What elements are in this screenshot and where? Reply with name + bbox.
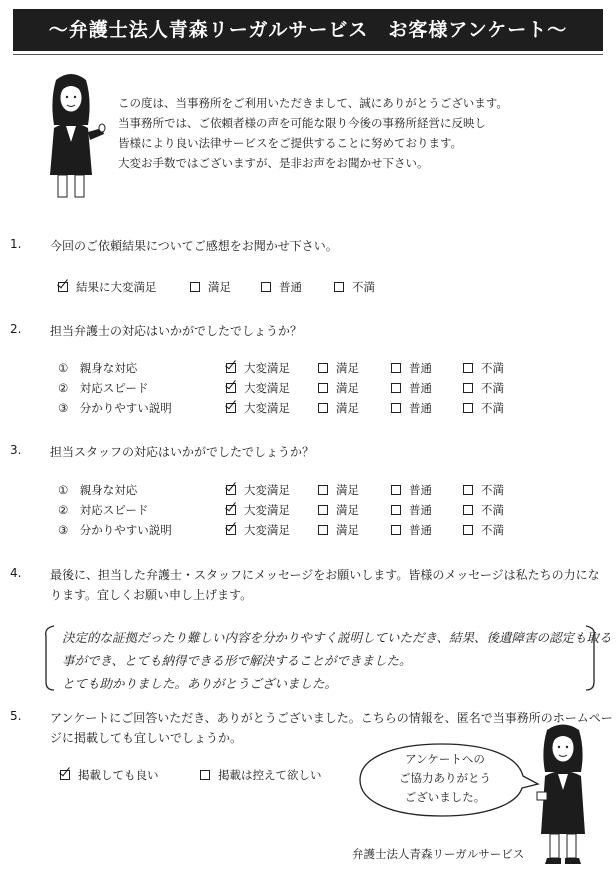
checkbox[interactable] [391, 403, 401, 413]
checkbox[interactable] [391, 485, 401, 495]
q3-row2-satisfied[interactable]: 満足 [318, 502, 359, 518]
q4-number: 4. [10, 566, 22, 580]
checkbox[interactable] [261, 282, 271, 292]
q5-option-decline[interactable]: 掲載は控えて欲しい [200, 767, 322, 783]
bubble-line: ご協力ありがとう [399, 771, 491, 785]
q3-row-label: ② 対応スピード [58, 503, 149, 517]
q2-row-label: ① 親身な対応 [58, 361, 138, 375]
q3-row3-normal[interactable]: 普通 [391, 522, 432, 538]
checkbox[interactable] [391, 525, 401, 535]
bubble-text [370, 750, 520, 807]
checkbox[interactable] [318, 485, 328, 495]
q4-question-line1: 最後に、担当した弁護士・スタッフにメッセージをお願いします。皆様のメッセージは私たちの力にな [50, 568, 600, 582]
bubble-line: ございました。 [404, 790, 486, 804]
checkbox-checked[interactable] [226, 383, 236, 393]
q3-row3-very-satisfied[interactable]: 大変満足 [226, 522, 290, 538]
checkbox[interactable] [463, 363, 473, 373]
q2-row2-very-satisfied[interactable]: 大変満足 [226, 380, 290, 396]
checkbox[interactable] [318, 505, 328, 515]
q2-row2-satisfied[interactable]: 満足 [318, 380, 359, 396]
title-divider [13, 54, 603, 55]
q3-row2-dissatisfied[interactable]: 不満 [463, 502, 504, 518]
checkbox[interactable] [200, 770, 210, 780]
handwritten-message-line3: とても助かりました。ありがとうございました。 [62, 676, 338, 691]
q3-row3-dissatisfied[interactable]: 不満 [463, 522, 504, 538]
q3-row1-dissatisfied[interactable]: 不満 [463, 482, 504, 498]
q2-row3-very-satisfied[interactable]: 大変満足 [226, 400, 290, 416]
q3-row3-satisfied[interactable]: 満足 [318, 522, 359, 538]
checkbox[interactable] [463, 525, 473, 535]
q3-row-label: ① 親身な対応 [58, 483, 138, 497]
q1-option-normal[interactable]: 普通 [261, 279, 302, 295]
q3-row-label: ③ 分かりやすい説明 [58, 523, 172, 537]
checkbox[interactable] [190, 282, 200, 292]
q2-row3-satisfied[interactable]: 満足 [318, 400, 359, 416]
checkbox[interactable] [463, 505, 473, 515]
checkbox[interactable] [318, 363, 328, 373]
q5-question-line2: ジに掲載しても宜しいでしょうか。 [50, 731, 243, 745]
q2-row1-satisfied[interactable]: 満足 [318, 360, 359, 376]
survey-title: ～弁護士法人青森リーガルサービス お客様アンケート～ [13, 9, 603, 51]
checkbox-checked[interactable] [226, 363, 236, 373]
q1-question: 今回のご依頼結果についてご感想をお聞かせ下さい。 [50, 239, 338, 253]
q1-option-very-satisfied[interactable]: 結果に大変満足 [58, 279, 157, 295]
checkbox[interactable] [334, 282, 344, 292]
intro-text [118, 93, 508, 173]
intro-line: 当事務所では、ご依頼者様の声を可能な限り今後の事務所経営に反映し [118, 116, 486, 130]
checkbox[interactable] [318, 525, 328, 535]
checkbox-checked[interactable] [58, 282, 68, 292]
checkbox-checked[interactable] [226, 403, 236, 413]
checkbox-checked[interactable] [226, 485, 236, 495]
handwritten-message-line1: 決定的な証拠だったり難しい内容を分かりやすく説明していただき、結果、後遺障害の認定も取る [62, 630, 612, 645]
q2-row3-normal[interactable]: 普通 [391, 400, 432, 416]
q3-question: 担当スタッフの対応はいかがでしたでしょうか？ [50, 445, 315, 459]
q2-row1-very-satisfied[interactable]: 大変満足 [226, 360, 290, 376]
q5-number: 5. [10, 709, 22, 723]
checkbox-checked[interactable] [60, 770, 70, 780]
bubble-line: アンケートへの [405, 752, 485, 766]
q3-row2-normal[interactable]: 普通 [391, 502, 432, 518]
q5-option-allow[interactable]: 掲載しても良い [60, 767, 159, 783]
checkbox[interactable] [391, 383, 401, 393]
q1-option-satisfied[interactable]: 満足 [190, 279, 231, 295]
checkbox[interactable] [463, 403, 473, 413]
q3-row2-very-satisfied[interactable]: 大変満足 [226, 502, 290, 518]
checkbox[interactable] [463, 383, 473, 393]
q3-number: 3. [10, 443, 22, 457]
intro-line: 皆様により良い法律サービスをご提供することに努めております。 [118, 136, 463, 150]
checkbox-checked[interactable] [226, 525, 236, 535]
q2-row2-dissatisfied[interactable]: 不満 [463, 380, 504, 396]
checkbox-checked[interactable] [226, 505, 236, 515]
checkbox[interactable] [318, 403, 328, 413]
q3-row1-normal[interactable]: 普通 [391, 482, 432, 498]
checkbox[interactable] [318, 383, 328, 393]
q2-number: 2. [10, 322, 22, 336]
staff-illustration-bottom [533, 722, 593, 867]
checkbox[interactable] [463, 485, 473, 495]
q1-number: 1. [10, 237, 22, 251]
q2-row3-dissatisfied[interactable]: 不満 [463, 400, 504, 416]
intro-line: この度は、当事務所をご利用いただきまして、誠にありがとうございます。 [118, 96, 508, 110]
footer-firm-name: 弁護士法人青森リーガルサービス [352, 847, 525, 861]
q4-question-line2: ります。宜しくお願い申し上げます。 [50, 588, 253, 602]
q2-row1-dissatisfied[interactable]: 不満 [463, 360, 504, 376]
staff-illustration-top [36, 70, 106, 202]
handwritten-message-line2: 事ができ、とても納得できる形で解決することができました。 [62, 653, 412, 668]
q3-row1-satisfied[interactable]: 満足 [318, 482, 359, 498]
q2-row1-normal[interactable]: 普通 [391, 360, 432, 376]
q2-row-label: ② 対応スピード [58, 381, 149, 395]
q2-row-label: ③ 分かりやすい説明 [58, 401, 172, 415]
checkbox[interactable] [391, 505, 401, 515]
q2-row2-normal[interactable]: 普通 [391, 380, 432, 396]
q1-option-dissatisfied[interactable]: 不満 [334, 279, 375, 295]
q2-question: 担当弁護士の対応はいかがでしたでしょうか？ [50, 324, 303, 338]
checkbox[interactable] [391, 363, 401, 373]
intro-line: 大変お手数ではございますが、是非お声をお聞かせ下さい。 [118, 156, 429, 170]
q5-question-line1: アンケートにご回答いただき、ありがとうございました。こちらの情報を、匿名で当事務所のホームペー [50, 711, 613, 725]
q3-row1-very-satisfied[interactable]: 大変満足 [226, 482, 290, 498]
